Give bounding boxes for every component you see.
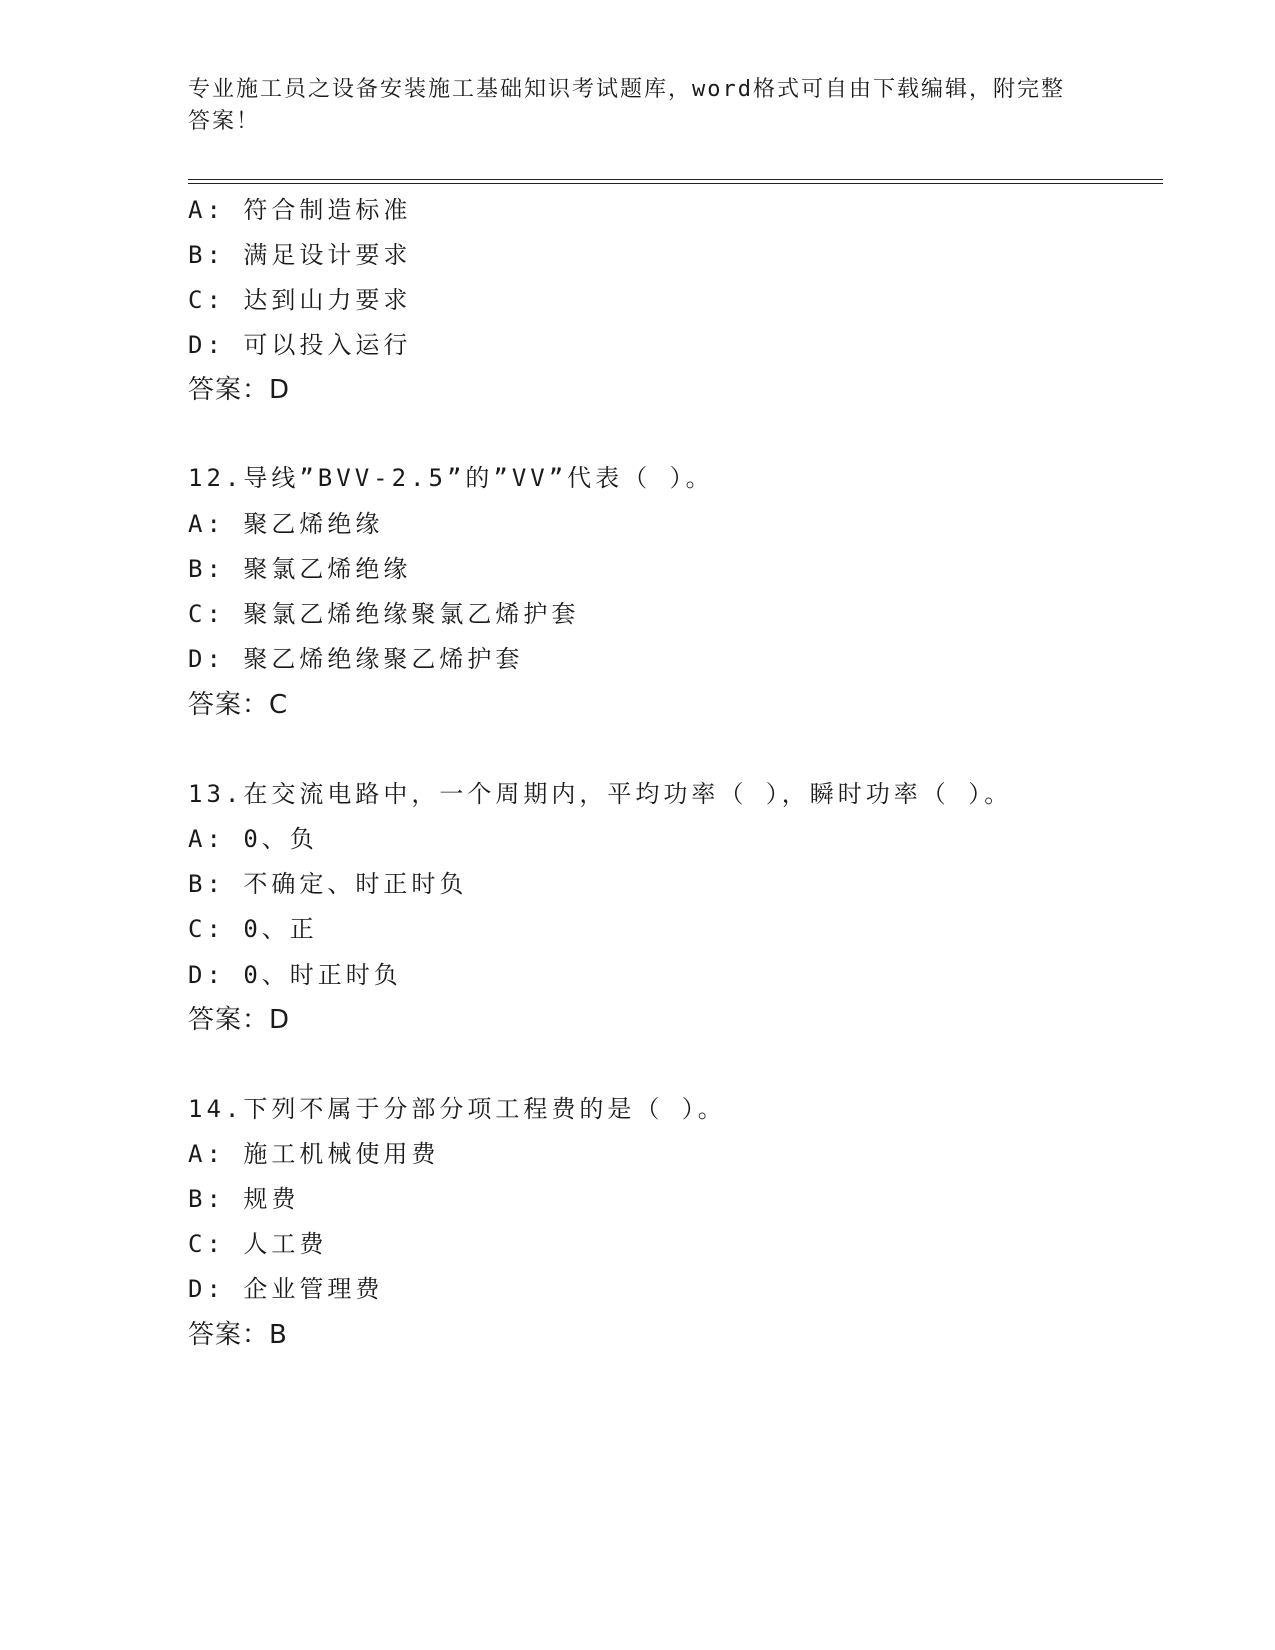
- option-b: B: 规费: [188, 1185, 300, 1213]
- option-d: D: 可以投入运行: [188, 331, 412, 359]
- option-a: A: 0、负: [188, 825, 318, 853]
- question-text: 12.导线”BVV-2.5”的”VV”代表（ ）。: [188, 464, 714, 492]
- option-a: A: 符合制造标准: [188, 196, 412, 224]
- answer-line: 答案：D: [188, 375, 291, 405]
- document-header: 专业施工员之设备安装施工基础知识考试题库，word格式可自由下载编辑，附完整答案！: [188, 77, 1065, 134]
- question-text: 13.在交流电路中，一个周期内，平均功率（ ），瞬时功率（ ）。: [188, 780, 1013, 808]
- option-c: C: 人工费: [188, 1230, 328, 1258]
- question-text: 14.下列不属于分部分项工程费的是（ ）。: [188, 1095, 726, 1123]
- option-a: A: 聚乙烯绝缘: [188, 510, 384, 538]
- option-d: D: 聚乙烯绝缘聚乙烯护套: [188, 645, 524, 673]
- option-c: C: 聚氯乙烯绝缘聚氯乙烯护套: [188, 600, 580, 628]
- option-c: C: 0、正: [188, 915, 318, 943]
- option-b: B: 不确定、时正时负: [188, 870, 468, 898]
- option-a: A: 施工机械使用费: [188, 1140, 440, 1168]
- option-d: D: 企业管理费: [188, 1275, 384, 1303]
- answer-line: 答案：C: [188, 690, 289, 720]
- option-c: C: 达到山力要求: [188, 286, 412, 314]
- header-divider-bottom: [188, 183, 1163, 184]
- answer-line: 答案：B: [188, 1320, 288, 1350]
- option-b: B: 满足设计要求: [188, 241, 412, 269]
- option-d: D: 0、时正时负: [188, 961, 402, 989]
- answer-line: 答案：D: [188, 1005, 291, 1035]
- header-divider-top: [188, 179, 1163, 180]
- option-b: B: 聚氯乙烯绝缘: [188, 555, 412, 583]
